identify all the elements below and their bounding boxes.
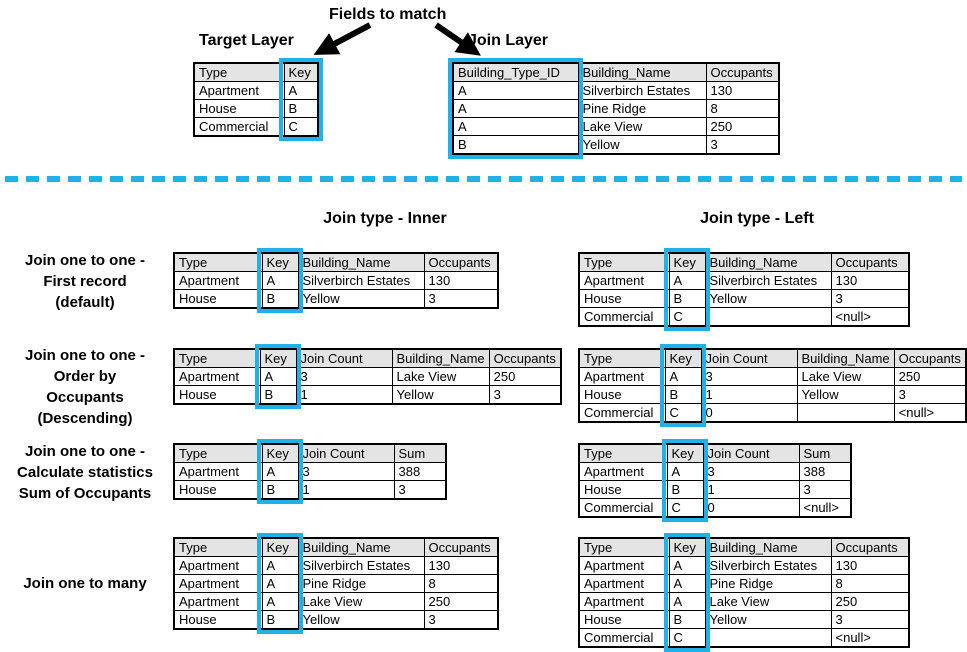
table-cell xyxy=(705,308,831,327)
table-row xyxy=(174,611,498,630)
table-row xyxy=(194,118,318,137)
table-cell: 3 xyxy=(706,136,779,155)
inner-one-to-many-table xyxy=(173,537,499,630)
table-cell: <null> xyxy=(894,404,966,423)
table-cell: Commercial xyxy=(579,404,665,423)
label-line: Calculate statistics xyxy=(17,464,153,481)
column-header: Building_Name xyxy=(298,538,424,557)
table-cell: 130 xyxy=(831,557,909,575)
table-row xyxy=(579,481,851,499)
table-cell: 130 xyxy=(831,272,909,290)
table-cell: Yellow xyxy=(298,290,424,309)
table-cell: 250 xyxy=(706,118,779,136)
column-header: Building_Type_ID xyxy=(453,63,578,82)
table-row xyxy=(579,499,851,518)
column-header: Key xyxy=(665,349,701,368)
table-cell: Apartment xyxy=(579,593,669,611)
table-cell: A xyxy=(284,82,318,100)
table-cell: Apartment xyxy=(194,82,284,100)
data-table xyxy=(173,443,447,500)
column-header: Key xyxy=(262,538,298,557)
table-cell: 3 xyxy=(424,611,498,630)
column-header: Building_Name xyxy=(705,253,831,272)
column-header: Occupants xyxy=(706,63,779,82)
table-row xyxy=(174,386,561,405)
table-row xyxy=(453,82,779,100)
table-header-row xyxy=(174,444,446,463)
section-label-one-to-many xyxy=(0,573,170,594)
table-cell: B xyxy=(284,100,318,118)
table-cell: Apartment xyxy=(174,463,262,481)
table-cell: A xyxy=(262,593,298,611)
table-cell: A xyxy=(453,82,578,100)
column-header: Building_Name xyxy=(298,253,424,272)
table-cell: C xyxy=(665,404,701,423)
table-cell: Lake View xyxy=(705,593,831,611)
label-line: Join one to one - xyxy=(25,443,145,460)
data-table xyxy=(578,443,852,518)
column-header: Occupants xyxy=(424,538,498,557)
table-cell: House xyxy=(174,611,262,630)
table-cell: B xyxy=(262,290,298,309)
column-header: Join Count xyxy=(296,349,392,368)
column-header: Occupants xyxy=(424,253,498,272)
separator-dashed-line xyxy=(5,176,962,182)
table-cell: 250 xyxy=(894,368,966,386)
table-cell: Lake View xyxy=(298,593,424,611)
column-header: Join Count xyxy=(701,349,797,368)
table-header-row xyxy=(579,444,851,463)
table-cell: Commercial xyxy=(194,118,284,137)
table-row xyxy=(579,593,909,611)
table-cell: 3 xyxy=(489,386,561,405)
table-cell: 388 xyxy=(799,463,851,481)
left-statistics-table xyxy=(578,443,852,518)
table-cell: Pine Ridge xyxy=(298,575,424,593)
label-line: (default) xyxy=(55,294,115,311)
data-table xyxy=(173,252,499,309)
table-header-row xyxy=(453,63,779,82)
table-cell: House xyxy=(579,481,667,499)
column-header: Type xyxy=(579,538,669,557)
table-cell: Apartment xyxy=(579,557,669,575)
table-cell: 3 xyxy=(298,463,394,481)
data-table xyxy=(578,348,967,423)
table-row xyxy=(579,463,851,481)
table-cell: A xyxy=(262,463,298,481)
column-header: Sum xyxy=(799,444,851,463)
table-cell: B xyxy=(665,386,701,404)
table-cell: House xyxy=(194,100,284,118)
table-header-row xyxy=(579,538,909,557)
table-cell: B xyxy=(667,481,703,499)
table-cell: A xyxy=(453,100,578,118)
table-cell: A xyxy=(262,575,298,593)
table-header-row xyxy=(174,538,498,557)
table-cell: 3 xyxy=(799,481,851,499)
table-cell: Apartment xyxy=(174,368,260,386)
table-row xyxy=(174,593,498,611)
section-label-first-record xyxy=(0,250,170,313)
table-cell: Commercial xyxy=(579,308,669,327)
table-row xyxy=(453,118,779,136)
table-cell: A xyxy=(669,593,705,611)
table-cell: A xyxy=(669,272,705,290)
table-cell: House xyxy=(174,481,262,500)
data-table xyxy=(578,537,910,648)
inner-statistics-table xyxy=(173,443,447,500)
inner-first-record-table xyxy=(173,252,499,309)
column-header: Key xyxy=(284,63,318,82)
table-cell: B xyxy=(669,290,705,308)
table-cell: Apartment xyxy=(579,463,667,481)
table-cell: Yellow xyxy=(578,136,706,155)
join-layer-table xyxy=(452,62,780,155)
table-row xyxy=(174,481,446,500)
table-cell: B xyxy=(453,136,578,155)
table-row xyxy=(579,404,966,423)
column-header: Type xyxy=(174,444,262,463)
column-header: Occupants xyxy=(489,349,561,368)
table-cell: C xyxy=(667,499,703,518)
table-cell: 130 xyxy=(424,557,498,575)
table-cell: Apartment xyxy=(174,557,262,575)
column-header: Key xyxy=(669,538,705,557)
label-line: Join one to one - xyxy=(25,252,145,269)
table-cell: House xyxy=(579,290,669,308)
left-first-record-table xyxy=(578,252,910,327)
table-cell: House xyxy=(174,290,262,309)
table-cell: 250 xyxy=(424,593,498,611)
data-table xyxy=(578,252,910,327)
table-cell: <null> xyxy=(799,499,851,518)
table-cell: A xyxy=(669,557,705,575)
column-header: Building_Name xyxy=(797,349,894,368)
fields-to-match-label: Fields to match xyxy=(329,6,447,23)
left-order-by-table xyxy=(578,348,967,423)
table-row xyxy=(453,136,779,155)
label-line: First record xyxy=(43,273,127,290)
label-line: (Descending) xyxy=(37,410,133,427)
table-cell: 1 xyxy=(701,386,797,404)
table-cell: 3 xyxy=(894,386,966,404)
table-cell: 130 xyxy=(706,82,779,100)
table-cell: House xyxy=(579,611,669,629)
table-cell: 1 xyxy=(298,481,394,500)
table-cell: Yellow xyxy=(392,386,489,405)
table-cell: 3 xyxy=(831,290,909,308)
table-cell: 8 xyxy=(424,575,498,593)
label-line: Sum of Occupants xyxy=(18,485,152,502)
table-cell xyxy=(705,629,831,648)
column-header: Type xyxy=(174,253,262,272)
table-cell: Apartment xyxy=(174,575,262,593)
table-row xyxy=(453,100,779,118)
table-header-row xyxy=(579,349,966,368)
table-row xyxy=(174,290,498,309)
table-cell: House xyxy=(174,386,260,405)
table-cell: 8 xyxy=(831,575,909,593)
table-cell: House xyxy=(579,386,665,404)
column-header: Building_Name xyxy=(705,538,831,557)
table-cell: B xyxy=(262,481,298,500)
label-line: Join one to one - xyxy=(25,347,145,364)
table-row xyxy=(174,272,498,290)
target-layer-table xyxy=(193,62,319,137)
column-header: Join Count xyxy=(703,444,799,463)
table-cell: <null> xyxy=(831,308,909,327)
table-cell: Lake View xyxy=(578,118,706,136)
column-header: Key xyxy=(262,444,298,463)
data-table xyxy=(173,537,499,630)
table-cell: Lake View xyxy=(797,368,894,386)
table-cell: A xyxy=(665,368,701,386)
column-header: Building_Name xyxy=(578,63,706,82)
data-table xyxy=(193,62,319,137)
table-header-row xyxy=(174,349,561,368)
column-header: Type xyxy=(579,253,669,272)
table-row xyxy=(194,82,318,100)
table-row xyxy=(174,368,561,386)
table-cell xyxy=(797,404,894,423)
table-cell: C xyxy=(669,308,705,327)
table-cell: Apartment xyxy=(579,272,669,290)
column-header: Sum xyxy=(394,444,446,463)
table-cell: Apartment xyxy=(174,593,262,611)
data-table xyxy=(173,348,562,405)
label-line: Occupants xyxy=(46,389,124,406)
column-header: Key xyxy=(262,253,298,272)
table-cell: 3 xyxy=(703,463,799,481)
table-cell: Lake View xyxy=(392,368,489,386)
table-header-row xyxy=(579,253,909,272)
section-label-order-by xyxy=(0,345,170,429)
table-cell: Commercial xyxy=(579,629,669,648)
table-cell: Apartment xyxy=(579,368,665,386)
table-cell: B xyxy=(260,386,296,405)
table-row xyxy=(174,575,498,593)
left-one-to-many-table xyxy=(578,537,910,648)
table-cell: Commercial xyxy=(579,499,667,518)
table-row xyxy=(579,611,909,629)
column-header: Occupants xyxy=(831,253,909,272)
table-cell: 250 xyxy=(831,593,909,611)
table-cell: Yellow xyxy=(705,611,831,629)
table-cell: Apartment xyxy=(174,272,262,290)
column-header: Type xyxy=(194,63,284,82)
inner-order-by-table xyxy=(173,348,562,405)
table-cell: 3 xyxy=(394,481,446,500)
table-cell: 0 xyxy=(701,404,797,423)
table-cell: Pine Ridge xyxy=(705,575,831,593)
column-header: Occupants xyxy=(894,349,966,368)
table-row xyxy=(579,368,966,386)
section-label-statistics xyxy=(0,441,170,504)
table-cell: A xyxy=(260,368,296,386)
inner-column-title: Join type - Inner xyxy=(323,210,447,227)
table-cell: Silverbirch Estates xyxy=(298,557,424,575)
table-cell: <null> xyxy=(831,629,909,648)
column-header: Key xyxy=(667,444,703,463)
table-cell: 250 xyxy=(489,368,561,386)
table-cell: 388 xyxy=(394,463,446,481)
table-row xyxy=(194,100,318,118)
table-header-row xyxy=(174,253,498,272)
table-cell: C xyxy=(669,629,705,648)
table-row xyxy=(174,557,498,575)
data-table xyxy=(452,62,780,155)
table-cell: 1 xyxy=(296,386,392,405)
target-layer-title: Target Layer xyxy=(199,32,294,49)
table-cell: Pine Ridge xyxy=(578,100,706,118)
table-cell: 1 xyxy=(703,481,799,499)
table-cell: Yellow xyxy=(705,290,831,308)
table-row xyxy=(579,557,909,575)
table-cell: 3 xyxy=(424,290,498,309)
column-header: Type xyxy=(579,444,667,463)
column-header: Building_Name xyxy=(392,349,489,368)
column-header: Join Count xyxy=(298,444,394,463)
column-header: Key xyxy=(260,349,296,368)
table-row xyxy=(579,308,909,327)
table-cell: Silverbirch Estates xyxy=(578,82,706,100)
table-cell: 8 xyxy=(706,100,779,118)
column-header: Type xyxy=(174,349,260,368)
table-row xyxy=(579,272,909,290)
table-cell: A xyxy=(667,463,703,481)
table-cell: B xyxy=(669,611,705,629)
table-cell: Silverbirch Estates xyxy=(298,272,424,290)
column-header: Occupants xyxy=(831,538,909,557)
table-cell: 0 xyxy=(703,499,799,518)
table-cell: C xyxy=(284,118,318,137)
column-header: Type xyxy=(579,349,665,368)
table-cell: Yellow xyxy=(298,611,424,630)
table-cell: Silverbirch Estates xyxy=(705,272,831,290)
label-line: Order by xyxy=(53,368,117,385)
table-cell: A xyxy=(453,118,578,136)
table-cell: 3 xyxy=(296,368,392,386)
table-row xyxy=(579,290,909,308)
table-cell: Silverbirch Estates xyxy=(705,557,831,575)
table-row xyxy=(579,629,909,648)
table-cell: Yellow xyxy=(797,386,894,404)
table-cell: 3 xyxy=(831,611,909,629)
table-cell: Apartment xyxy=(579,575,669,593)
table-cell: A xyxy=(262,557,298,575)
table-cell: B xyxy=(262,611,298,630)
table-cell: 130 xyxy=(424,272,498,290)
table-cell: A xyxy=(262,272,298,290)
left-column-title: Join type - Left xyxy=(700,210,814,227)
table-cell: A xyxy=(669,575,705,593)
table-row xyxy=(174,463,446,481)
table-header-row xyxy=(194,63,318,82)
column-header: Key xyxy=(669,253,705,272)
table-cell: 3 xyxy=(701,368,797,386)
label-line: Join one to many xyxy=(23,575,147,592)
column-header: Type xyxy=(174,538,262,557)
table-row xyxy=(579,386,966,404)
match-arrows-icon xyxy=(295,22,490,62)
join-layer-title: Join Layer xyxy=(468,32,549,49)
table-row xyxy=(579,575,909,593)
